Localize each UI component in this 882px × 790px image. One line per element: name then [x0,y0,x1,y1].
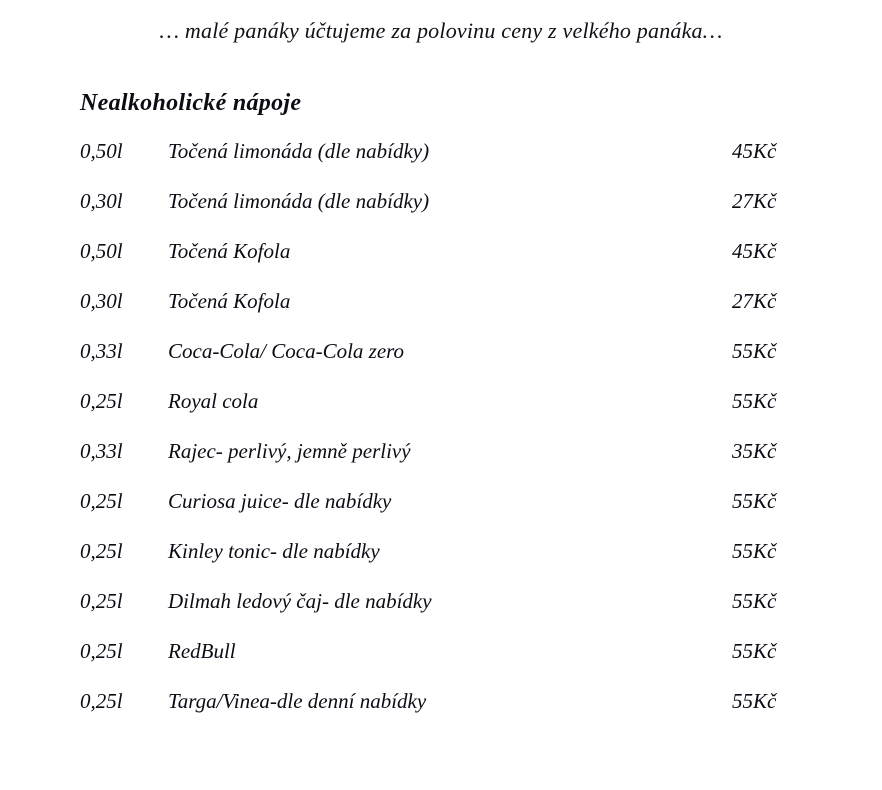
item-price: 55Kč [732,489,777,513]
item-name: Rajec- perlivý, jemně perlivý [168,439,411,463]
list-item [0,439,882,489]
item-name: Curiosa juice- dle nabídky [168,489,392,513]
item-price: 55Kč [732,689,777,713]
list-item [0,239,882,289]
list-item [0,689,882,739]
list-item [0,289,882,339]
item-name: Coca-Cola/ Coca-Cola zero [168,339,405,363]
item-volume: 0,30l [80,189,123,213]
list-item [0,639,882,689]
item-volume: 0,33l [80,339,123,363]
item-volume: 0,33l [80,439,123,463]
item-volume: 0,25l [80,689,123,713]
item-name: Royal cola [168,389,259,413]
list-item [0,589,882,639]
item-name: Točená Kofola [168,239,291,263]
item-volume: 0,25l [80,589,123,613]
item-volume: 0,30l [80,289,123,313]
item-price: 55Kč [732,389,777,413]
item-price: 55Kč [732,339,777,363]
item-price: 55Kč [732,589,777,613]
item-price: 27Kč [732,289,777,313]
item-name: Točená limonáda (dle nabídky) [168,139,430,163]
item-name: RedBull [168,639,236,663]
section-title: Nealkoholické nápoje [80,90,302,116]
list-item [0,489,882,539]
item-name: Točená limonáda (dle nabídky) [168,189,430,213]
item-price: 55Kč [732,539,777,563]
menu-item-list [0,139,882,739]
item-price: 45Kč [732,139,777,163]
list-item [0,539,882,589]
pricing-note: … malé panáky účtujeme za polovinu ceny z velkého panáka… [159,18,723,43]
list-item [0,339,882,389]
item-volume: 0,50l [80,139,123,163]
item-price: 45Kč [732,239,777,263]
list-item [0,189,882,239]
item-name: Targa/Vinea-dle denní nabídky [168,689,427,713]
item-name: Kinley tonic- dle nabídky [168,539,380,563]
item-volume: 0,25l [80,489,123,513]
item-volume: 0,50l [80,239,123,263]
list-item [0,139,882,189]
item-price: 35Kč [732,439,777,463]
item-volume: 0,25l [80,639,123,663]
item-volume: 0,25l [80,539,123,563]
item-volume: 0,25l [80,389,123,413]
item-name: Točená Kofola [168,289,291,313]
item-name: Dilmah ledový čaj- dle nabídky [168,589,432,613]
item-price: 27Kč [732,189,777,213]
list-item [0,389,882,439]
item-price: 55Kč [732,639,777,663]
